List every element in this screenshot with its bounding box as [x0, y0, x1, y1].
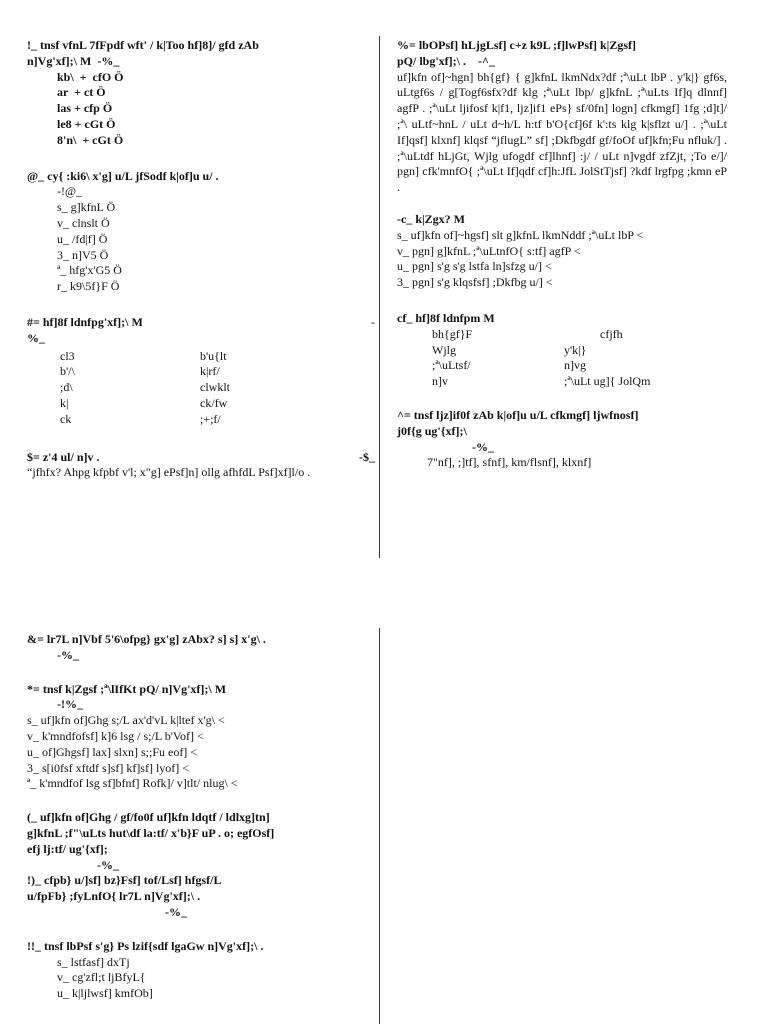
question-10-title: *= tnsf k|Zgsf ;ª\lIfKt pQ/ n]Vg'xf];\ M — [27, 681, 227, 696]
question-7-title: cf_ hf]8f ldnfpm M — [397, 310, 495, 325]
match-right: ck/fw — [200, 395, 228, 410]
question-6-title: -c_ k|Zgx? M — [397, 211, 465, 226]
question-6-item: 3_ pgn] s'g klqsfsf] ;Dkfbg u/] < — [397, 275, 553, 290]
match-right: k|rf/ — [200, 364, 220, 379]
question-9-marks: -%_ — [57, 647, 79, 662]
question-11-title-cont: g]kfnL ;f"\uLts hut\df la:tf/ x'b}F uP . o; egfOsf] — [27, 825, 275, 840]
question-6 — [397, 212, 727, 291]
question-12 — [27, 873, 375, 920]
question-12-title-cont: u/fpFb} ;fyLnfO{ lr7L n]Vg'xf];\ . — [27, 889, 201, 904]
match-left: ;d\ — [60, 380, 73, 395]
question-13-item: u_ k|ljlwsf] kmfOb] — [57, 986, 153, 1001]
question-13-title: !!_ tnsf lbPsf s'g} Ps lzif{sdf lgaGw n]Vg'xf];\ . — [27, 938, 264, 953]
column-divider-top — [379, 36, 380, 558]
question-10-item: 3_ s[i0fsf xftdf s]sf] kf]sf] lyof] < — [27, 760, 190, 775]
panel-right-top — [397, 38, 727, 471]
matching-table — [27, 349, 375, 428]
match-left: k| — [60, 395, 69, 410]
question-10-marks: -!%_ — [57, 697, 83, 712]
question-10-item: s_ uf]kfn of]Ghg s;/L ax'd'vL k|ltef x'g\ < — [27, 713, 225, 728]
question-5-paragraph: uf]kfn of]~hgn] bh{gf} { g]kfnL lkmNdx?df ;ª\uLt lbP . y'k|} gf6s, uLtgf6s / g[Togf6sfx?df klg ;ª\uLt lbp/ g]kfnL ;ª\uLts If]q dlnnf] agfP . ;ª\uLt ljifosf k|f1, ljz]if1 ePs} sf/0fn] logn] cfkmgf] 1fg ;d]t]/ ;ª\ uLtf~hnL / uLt d~h/L h:tf b'O{cf]6f k':ts klg k|sflzt u/] . ;ª\uLt If]qsf] klxnf] klqsf “jflugL” sf] ;Dkfbgdf gf/foOf uf]kfn;Fu nfluk/] . ;ª\uLtdf hLjGt, Wjlg ufogdf cf]lhnf] :j/ / uLt n]vgdf zfZjt, ;To e/]/ pgn] cfk'mnfO{ ;ª\uLt If]qdf cf]h:JfL JolStTjsf] ?kdf lrgfpg ;kmn eP . — [397, 69, 727, 195]
question-6-item: u_ pgn] s'g s'g lstfa ln]sfzg u/] < — [397, 259, 552, 274]
question-11 — [27, 810, 375, 873]
question-6-item: v_ pgn] g]kfnL ;ª\uLtnfO{ s:tf] agfP < — [397, 243, 581, 258]
question-2-title: @_ cy{ :ki6\ x'g] u/L jfSodf k|of]u u/ . — [27, 168, 219, 183]
question-1-title: !_ tnsf vfnL 7fFpdf wft' / k|Too hf]8]/ gfd zAb — [27, 38, 259, 52]
match-left: n]v — [432, 374, 448, 389]
question-5-title-cont: pQ/ lbg'xf];\ . -^_ — [397, 53, 495, 68]
question-4-title: $= z'4 ul/ n]v . — [27, 449, 100, 464]
match-right: ;+;f/ — [200, 411, 221, 426]
question-2-item: 3_ n]V5 Ö — [57, 247, 109, 262]
question-9 — [27, 632, 375, 664]
question-2-item: v_ clnslt Ö — [57, 215, 110, 230]
question-4-marks: -$_ — [359, 449, 375, 464]
question-2-item: ª_ hfg'x'G5 Ö — [57, 263, 122, 278]
question-8-title: ^= tnsf ljz]if0f zAb k|of]u u/L cfkmgf] ljwfnosf] — [397, 407, 639, 422]
match-left: Wjlg — [432, 342, 456, 357]
question-9-title: &= lr7L n]Vbf 5'6\ofpg} gx'g] zAbx? s] s] x'g\ . — [27, 632, 266, 646]
match-left: ;ª\uLtsf/ — [432, 358, 471, 373]
question-13-item: s_ lstfasf] dxTj — [57, 954, 130, 969]
match-left: bh{gf}F — [432, 326, 473, 341]
match-right: ;ª\uLt ug]{ JolQm — [564, 374, 651, 389]
question-12-title: !)_ cfpb} u/]sf] bz}Fsf] tof/Lsf] hfgsf/L — [27, 873, 222, 888]
question-1-item: le8 + cGt Ö — [57, 116, 116, 131]
panel-left-top — [27, 38, 375, 481]
match-left: b'/\ — [60, 364, 75, 379]
question-3-title: #= hf]8f ldnfpg'xf];\ M — [27, 314, 143, 329]
match-right: b'u{lt — [200, 348, 227, 363]
question-5 — [397, 38, 727, 196]
question-4 — [27, 450, 375, 482]
question-8-marks: -%_ — [472, 439, 494, 454]
panel-left-bottom — [27, 632, 375, 1002]
match-left: cl3 — [60, 348, 75, 363]
question-11-title: (_ uf]kfn of]Ghg / gf/fo0f uf]kfn ldqtf / ldlxg]tn] — [27, 810, 270, 825]
matching-table-2 — [397, 327, 727, 390]
question-2-item: r_ k9\5f}F Ö — [57, 279, 120, 294]
question-10-item: ª_ k'mndfof lsg sf]bfnf] Rofk]/ v]tlt/ nlug\ < — [27, 776, 238, 791]
question-10-item: v_ k'mndfofsf] k]6 lsg / s;/L b'Vof] < — [27, 728, 204, 743]
match-right: n]vg — [564, 358, 586, 373]
question-13-item: v_ cg'zfl;t ljBfyL{ — [57, 970, 146, 985]
question-2-item: u_ /fd|f] Ö — [57, 231, 108, 246]
question-11-title-cont: efj lj:tf/ ug'{xf]; — [27, 841, 108, 856]
question-13 — [27, 939, 375, 1002]
match-left: ck — [60, 411, 72, 426]
question-6-item: s_ uf]kfn of]~hgsf] slt g]kfnL lkmNddf ;ª\uLt lbP < — [397, 227, 644, 242]
question-3-dash: - — [371, 314, 375, 329]
question-4-text: “jfhfx? Ahpg kfpbf v'l; x"g] ePsf]n] ollg afhfdL Psf]xf]l/o . — [27, 465, 311, 480]
question-8-words: 7"nf], ;]tf], sfnf], km/flsnf], klxnf] — [427, 455, 592, 470]
match-right: clwklt — [200, 380, 230, 395]
question-1-item: kb\ + cfO Ö — [57, 69, 124, 84]
question-8-title-cont: j0f{g ug'{xf];\ — [397, 423, 467, 438]
question-8 — [397, 408, 727, 471]
question-10 — [27, 682, 375, 793]
match-right: cfjfh — [600, 326, 623, 341]
question-1-item: 8'n\ + cGt Ö — [57, 132, 124, 147]
question-1-title-cont: n]Vg'xf];\ M -%_ — [27, 53, 120, 68]
question-2-marks: -!@_ — [57, 184, 83, 199]
question-7 — [397, 311, 727, 390]
question-3 — [27, 315, 375, 428]
question-12-marks: -%_ — [165, 904, 187, 919]
question-2-item: s_ g]kfnL Ö — [57, 200, 116, 215]
question-1 — [27, 38, 375, 149]
question-2 — [27, 169, 375, 295]
question-11-marks: -%_ — [97, 857, 119, 872]
question-5-title: %= lbOPsf] hLjgLsf] c+z k9L ;f]lwPsf] k|Zgsf] — [397, 38, 636, 52]
question-3-marks: %_ — [27, 330, 45, 345]
match-right: y'k|} — [564, 342, 587, 357]
question-10-item: u_ of]Ghgsf] lax] slxn] s;;Fu eof] < — [27, 744, 198, 759]
question-1-item: ar + ct Ö — [57, 85, 106, 100]
question-1-item: las + cfp Ö — [57, 101, 113, 116]
column-divider-bottom — [379, 628, 380, 1024]
